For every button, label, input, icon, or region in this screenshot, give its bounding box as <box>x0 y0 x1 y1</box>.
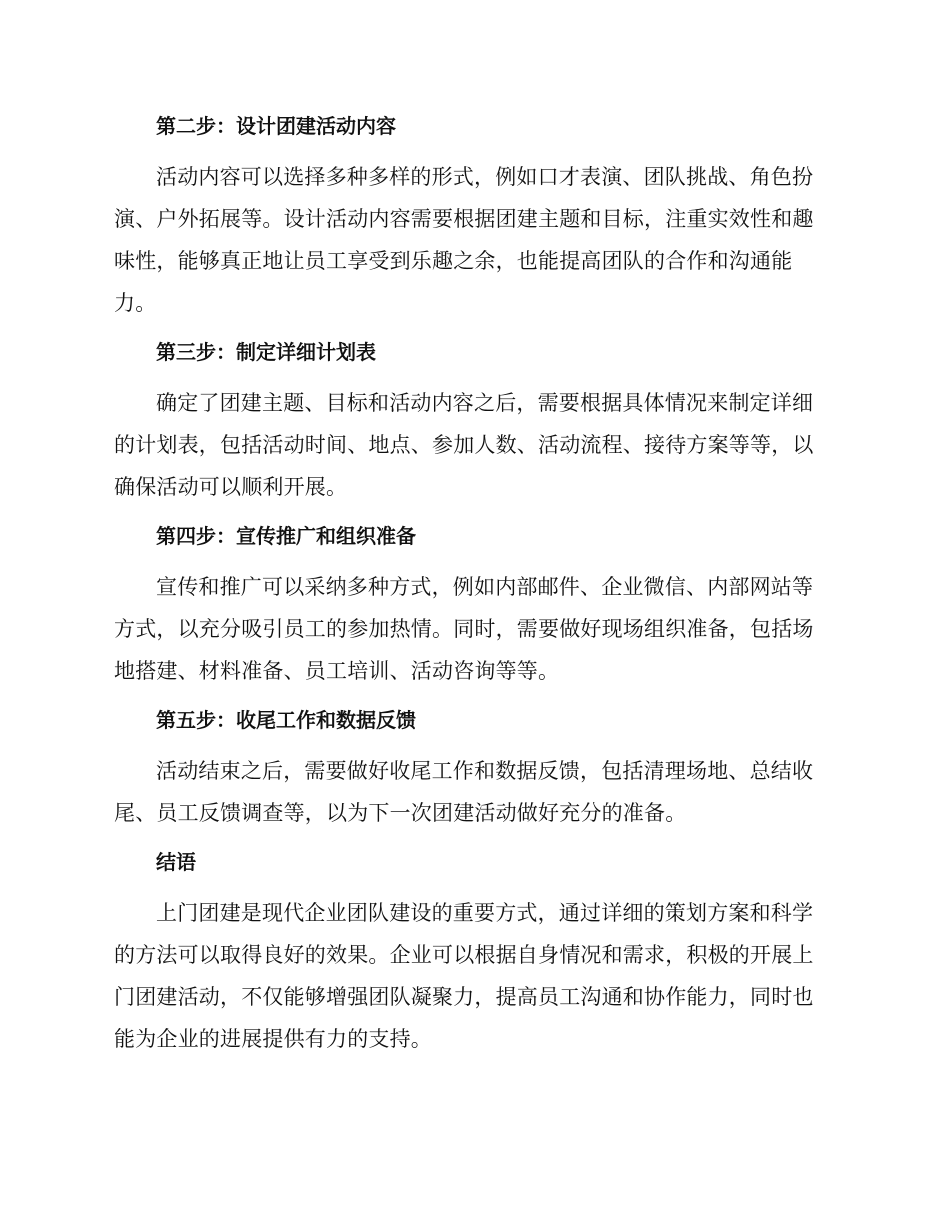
section-heading: 第二步：设计团建活动内容 <box>156 114 396 138</box>
paragraph-line: 能为企业的进展提供有力的支持。 <box>114 1027 432 1051</box>
paragraph-line: 演、户外拓展等。设计活动内容需要根据团建主题和目标，注重实效性和趣 <box>114 207 814 231</box>
section-heading: 第三步：制定详细计划表 <box>156 340 376 364</box>
paragraph <box>114 750 836 834</box>
paragraph-line: 尾、员工反馈调查等，以为下一次团建活动做好充分的准备。 <box>114 801 687 825</box>
paragraph-line: 力。 <box>114 291 157 315</box>
section-step-2 <box>114 104 836 324</box>
document-page <box>114 104 836 1066</box>
paragraph-line: 门团建活动，不仅能够增强团队凝聚力，提高员工沟通和协作能力，同时也 <box>114 985 814 1009</box>
section-heading: 第四步：宣传推广和组织准备 <box>156 524 416 548</box>
paragraph-line: 确定了团建主题、目标和活动内容之后，需要根据具体情况来制定详细 <box>156 391 814 415</box>
section-heading: 第五步：收尾工作和数据反馈 <box>156 708 416 732</box>
paragraph <box>114 382 836 508</box>
section-heading: 结语 <box>156 850 196 874</box>
section-step-4 <box>114 514 836 692</box>
paragraph-line: 的计划表，包括活动时间、地点、参加人数、活动流程、接待方案等等，以 <box>114 433 814 457</box>
paragraph-line: 味性，能够真正地让员工享受到乐趣之余，也能提高团队的合作和沟通能 <box>114 249 793 273</box>
paragraph-line: 活动结束之后，需要做好收尾工作和数据反馈，包括清理场地、总结收 <box>156 759 814 783</box>
section-step-5 <box>114 698 836 834</box>
paragraph <box>114 566 836 692</box>
section-step-3 <box>114 330 836 508</box>
paragraph-line: 的方法可以取得良好的效果。企业可以根据自身情况和需求，积极的开展上 <box>114 943 814 967</box>
paragraph-line: 宣传和推广可以采纳多种方式，例如内部邮件、企业微信、内部网站等 <box>156 575 814 599</box>
paragraph <box>114 892 836 1060</box>
section-conclusion <box>114 840 836 1060</box>
paragraph-line: 活动内容可以选择多种多样的形式，例如口才表演、团队挑战、角色扮 <box>156 165 814 189</box>
paragraph-line: 上门团建是现代企业团队建设的重要方式，通过详细的策划方案和科学 <box>156 901 814 925</box>
paragraph-line: 确保活动可以顺利开展。 <box>114 475 348 499</box>
paragraph-line: 方式，以充分吸引员工的参加热情。同时，需要做好现场组织准备，包括场 <box>114 617 814 641</box>
paragraph <box>114 156 836 324</box>
paragraph-line: 地搭建、材料准备、员工培训、活动咨询等等。 <box>114 659 560 683</box>
